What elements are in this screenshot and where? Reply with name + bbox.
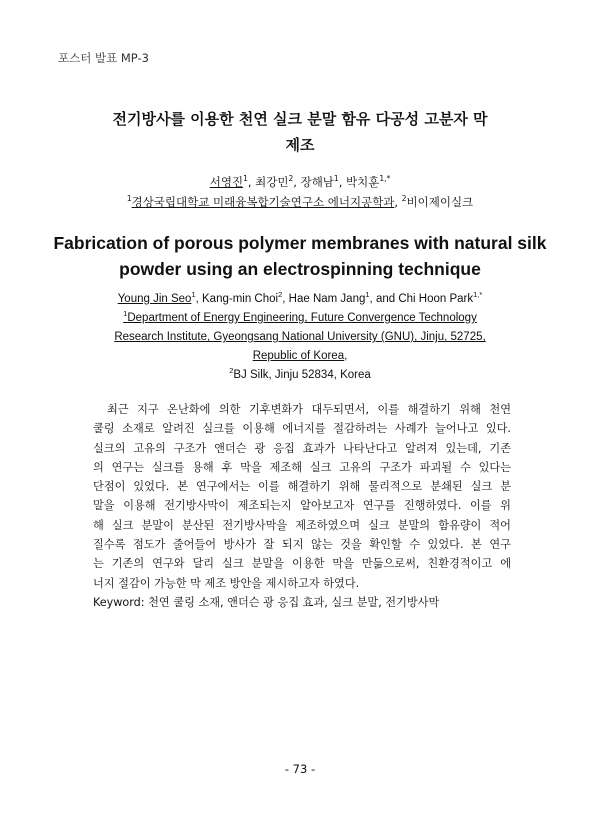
english-author: Kang-min Choi: [202, 293, 279, 305]
abstract-line: 의 연구는 실크를 용해 후 막을 제조해 실크 고유의 구조가 파괴될 수 있다는: [93, 460, 511, 474]
author-affiliation-mark: 1: [243, 174, 248, 184]
english-affiliation-1-line-3: Republic of Korea: [252, 350, 345, 362]
english-title-line-1: Fabrication of porous polymer membranes with natural silk: [53, 233, 547, 253]
english-title: [0, 230, 600, 282]
english-affiliation-1-line-2: Research Institute, Gyeongsang National University (GNU), Jinju, 52725,: [114, 331, 486, 343]
session-label: 포스터 발표 MP-3: [58, 51, 149, 65]
abstract-line: 쿨링 소재로 알려진 실크를 이용해 에너지를 절감하려는 사례가 늘어나고 있다.: [93, 422, 511, 436]
korean-author: 박치훈: [346, 175, 380, 189]
author-affiliation-mark: 1,*: [473, 290, 483, 300]
author-affiliation-mark: 2: [288, 174, 294, 184]
korean-title: [0, 106, 600, 158]
korean-author-list: 서영진$^1$, 최강민$^2$, 장해남$^1$, 박치훈$^{1,*}$: [209, 174, 391, 189]
abstract-line: 말을 이용해 전기방사막이 제조되는지 알아보고자 연구를 진행하였다. 이를 위: [93, 499, 511, 513]
english-affiliation-1-line-1: Department of Energy Engineering, Future Convergence Technology: [127, 312, 477, 324]
abstract-line: 너지 절감이 가능한 막 제조 방안을 제시하고자 하였다.: [93, 576, 360, 590]
author-conjunction: and: [375, 293, 396, 305]
abstract-line: 단점이 있었다. 본 연구에서는 이를 해결하기 위해 물리적으로 분쇄된 실크 분: [93, 480, 511, 494]
page-number: - 73 -: [284, 762, 316, 776]
english-author: Chi Hoon Park: [398, 293, 474, 305]
abstract-line: 해 실크 분말이 분산된 전기방사막을 제조하였으며 실크 분말의 함유량이 적어: [93, 518, 511, 532]
korean-author: 장해남: [300, 175, 334, 189]
korean-affiliation-1: 경상국립대학교 미래융복합기술연구소 에너지공학과: [131, 195, 395, 209]
korean-author: 서영진: [209, 175, 244, 189]
affiliation-mark: 1: [123, 309, 128, 319]
abstract-line: 는 기존의 연구와 달리 실크 분말을 이용한 막을 만듦으로써, 친환경적이고 에: [93, 557, 511, 571]
korean-author: 최강민: [255, 175, 289, 189]
korean-affiliations: $^1$경상국립대학교 미래융복합기술연구소 에너지공학과, $^2$비이제이실크: [126, 194, 474, 209]
english-author: Hae Nam Jang: [288, 293, 366, 305]
english-author: Young Jin Seo: [117, 293, 192, 305]
abstract-line: 최근 지구 온난화에 의한 기후변화가 대두되면서, 이를 해결하기 위해 천연: [107, 403, 511, 416]
author-affiliation-mark: 1: [191, 290, 196, 300]
english-affiliation-1: [0, 309, 600, 328]
english-affiliation-2-text: BJ Silk, Jinju 52834, Korea: [233, 369, 371, 381]
english-title-line-2: powder using an electrospinning technique: [119, 259, 481, 279]
author-affiliation-mark: 1: [365, 290, 370, 300]
author-affiliation-mark: 1: [333, 174, 339, 184]
english-affiliation-1-line-3-wrap: Republic of Korea,: [252, 350, 348, 362]
abstract-line: 질수록 점도가 줄어들어 방사가 잘 되지 않는 것을 확인할 수 있었다. 본 연구: [93, 538, 511, 552]
abstract-line: 실크의 고유의 구조가 앤더슨 광 응집 효과가 나타난다고 알려져 있는데, 기존: [93, 441, 511, 455]
keywords: Keyword: 천연 쿨링 소재, 앤더슨 광 응집 효과, 실크 분말, 전기방사막: [93, 596, 440, 609]
author-affiliation-mark: 2: [278, 290, 283, 300]
affiliation-mark: 2: [401, 194, 407, 204]
korean-title-line-1: 전기방사를 이용한 천연 실크 분말 함유 다공성 고분자 막: [112, 110, 488, 128]
author-affiliation-mark: 1,*: [379, 174, 391, 184]
korean-affiliation-2: 비이제이실크: [406, 195, 474, 209]
english-author-list: Young Jin Seo$^1$, Kang-min Choi$^2$, Hae Nam Jang$^1$, and Chi Hoon Park$^{1,*}$: [117, 290, 483, 305]
abstract-body: [93, 400, 511, 593]
korean-authors-block: [0, 172, 600, 212]
affiliation-mark: 1: [126, 194, 132, 204]
affiliation-mark: 2: [229, 366, 234, 376]
english-authors-block: [0, 290, 600, 385]
english-affiliation-2: [0, 366, 600, 385]
korean-title-line-2: 제조: [285, 136, 315, 154]
